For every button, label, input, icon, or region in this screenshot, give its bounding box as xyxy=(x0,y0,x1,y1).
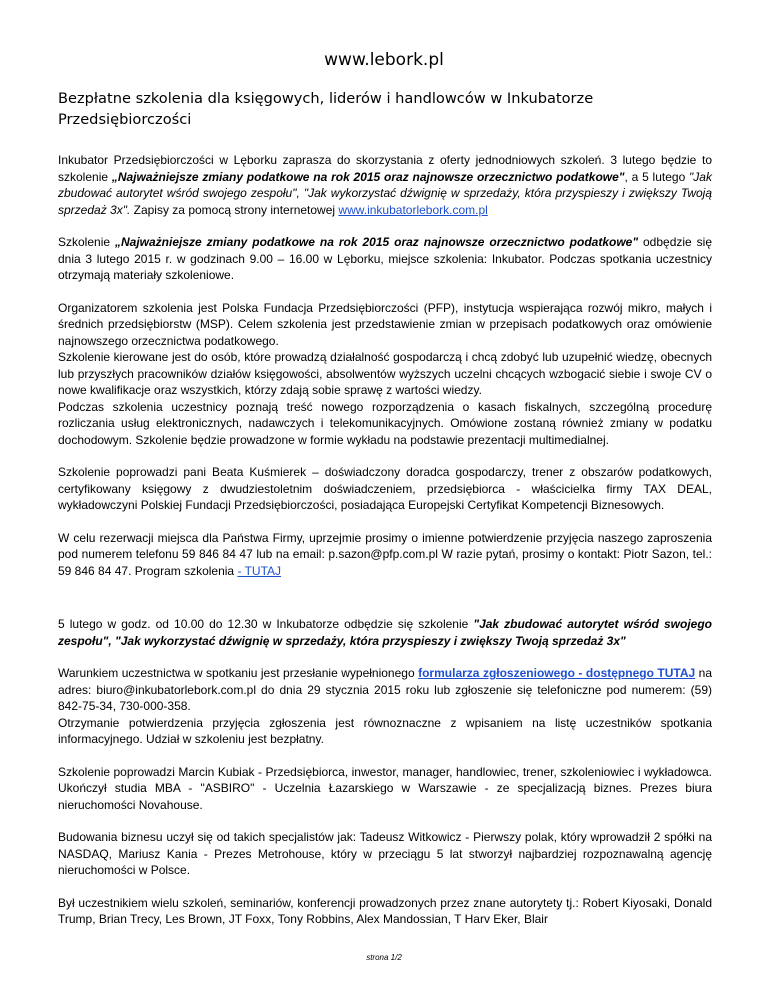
paragraph-mentors: Budowania biznesu uczył się od takich specjalistów jak: Tadeusz Witkowicz - Pierwszy polak, który wprowadził 2 spółki na NASDAQ, Mariusz Kania - Prezes Metrohouse, który w przeciągu 5 lat stworzył najbardziej rozpoznawalną agencję nieruchomości w Polsce. xyxy=(58,830,712,877)
paragraph-organizer: Organizatorem szkolenia jest Polska Fundacja Przedsiębiorczości (PFP), instytucja wspierająca rozwój mikro, małych i średnich przedsiębiorstw (MSP). Celem szkolenia jest przedstawienie zmian w przepisach podatkowych oraz omówienie najnowszego orzecznictwa podatkowego. Szkolenie kierowane jest do osób, które prowadzą działalność gospodarczą i chcą zdobyć lub uzupełnić wiedzę, obecnych lub przyszłych pracowników działów księgowości, absolwentów wyższych uczelni chcących wzbogacić siebie i swoje CV o nowe kwalifikacje oraz wszystkich, którzy zdają sobie sprawę z wartości wiedzy. Podczas szkolenia uczestnicy poznają treść nowego rozporządzenia o kasach fiskalnych, szczególną procedurę rozliczania usług elektronicznych, nadawczych i telekomunikacyjnych. Omówione zostaną również zmiany w podatku dochodowym. Szkolenie będzie prowadzone w formie wykładu na podstawie prezentacji multimedialnej. xyxy=(58,300,712,447)
paragraph-training-1: Szkolenie „Najważniejsze zmiany podatkowe na rok 2015 oraz najnowsze orzecznictwo podatkowe" odbędzie się dnia 3 lutego 2015 r. w godzinach 9.00 – 16.00 w Lęborku, miejsce szkolenia: Inkubator. Podczas spotkania uczestnicy otrzymają materiały szkoleniowe. xyxy=(58,235,712,282)
paragraph-intro: Inkubator Przedsiębiorczości w Lęborku zaprasza do skorzystania z oferty jednodniowych szkoleń. 3 lutego będzie to szkolenie „Najważniejsze zmiany podatkowe na rok 2015 oraz najnowsze orzecznictwo podatkowe", a 5 lutego "Jak zbudować autorytet wśród swojego zespołu", "Jak wykorzystać dźwignię w sprzedaży, która przyspieszy i zwiększy Twoją sprzedaż 3x". Zapisy za pomocą strony internetowej www.inkubatorlebork.com.pl xyxy=(58,153,712,217)
article-title: Bezpłatne szkolenia dla księgowych, liderów i handlowców w Inkubatorze Przedsiębiorczości xyxy=(58,90,594,128)
registration-form-link[interactable]: formularza zgłoszeniowego - dostępnego TUTAJ xyxy=(418,666,696,680)
paragraph-reservation: W celu rezerwacji miejsca dla Państwa Firmy, uprzejmie prosimy o imienne potwierdzenie przyjęcia naszego zaproszenia pod numerem telefonu 59 846 84 47 lub na email: p.sazon@pfp.com.pl W razie pytań, prosimy o kontakt: Piotr Sazon, tel.: 59 846 84 47. Program szkolenia - TUTAJ xyxy=(58,530,712,578)
program-link[interactable]: - TUTAJ xyxy=(237,563,282,578)
incubator-website-link[interactable]: www.inkubatorlebork.com.pl xyxy=(338,202,488,217)
article-body xyxy=(58,152,712,944)
training-2-title: "Jak zbudować autorytet wśród swojego zespołu", "Jak wykorzystać dźwignię w sprzedaży, która przyspieszy i zwiększy Twoją sprzedaż 3x" xyxy=(58,617,713,648)
paragraph-training-2: 5 lutego w godz. od 10.00 do 12.30 w Inkubatorze odbędzie się szkolenie "Jak zbudować autorytet wśród swojego zespołu", "Jak wykorzystać dźwignię w sprzedaży, która przyspieszy i zwiększy Twoją sprzedaż 3x" xyxy=(58,617,713,648)
site-url: www.lebork.pl xyxy=(324,50,444,70)
training-1-title: „Najważniejsze zmiany podatkowe na rok 2015 oraz najnowsze orzecznictwo podatkowe" xyxy=(111,169,625,184)
paragraph-trainer-1: Szkolenie poprowadzi pani Beata Kuśmierek – doświadczony doradca gospodarczy, trener z obszarów podatkowych, certyfikowany księgowy z dwudziestoletnim doświadczeniem, przedsiębiorca - właścicielka firmy TAX DEAL, wykładowczyni Polskiej Fundacji Przedsiębiorczości, posiadająca Europejski Certyfikat Kompetencji Biznesowych. xyxy=(58,465,712,512)
training-1-title: „Najważniejsze zmiany podatkowe na rok 2015 oraz najnowsze orzecznictwo podatkowe" xyxy=(114,235,639,249)
paragraph-trainer-2: Szkolenie poprowadzi Marcin Kubiak - Przedsiębiorca, inwestor, manager, handlowiec, trener, szkoleniowiec i wykładowca. Ukończył studia MBA - "ASBIRO" - Uczelnia Łazarskiego w Warszawie - ze specjalizacją biznes. Prezes biura nieruchomości Novahouse. xyxy=(58,764,712,812)
page-number: strona 1/2 xyxy=(366,953,402,962)
training-2-title: "Jak zbudować autorytet wśród swojego zespołu", "Jak wykorzystać dźwignię w sprzedaży, która przyspieszy i zwiększy Twoją sprzedaż 3x". xyxy=(58,169,712,217)
paragraph-conditions: Warunkiem uczestnictwa w spotkaniu jest przesłanie wypełnionego formularza zgłoszeniowego - dostępnego TUTAJ na adres: biuro@inkubatorlebork.com.pl do dnia 29 stycznia 2015 roku lub zgłoszenie się telefoniczne pod numerem: (59) 842-75-34, 730-000-358. Otrzymanie potwierdzenia przyjęcia zgłoszenia jest równoznaczne z wpisaniem na listę uczestników spotkania informacyjnego. Udział w szkoleniu jest bezpłatny. xyxy=(58,666,713,746)
paragraph-seminars: Był uczestnikiem wielu szkoleń, seminariów, konferencji prowadzonych przez znane autorytety tj.: Robert Kiyosaki, Donald Trump, Brian Trecy, Les Brown, JT Foxx, Tony Robbins, Alex Mandossian, T Harv Eker, Blair xyxy=(58,895,712,926)
